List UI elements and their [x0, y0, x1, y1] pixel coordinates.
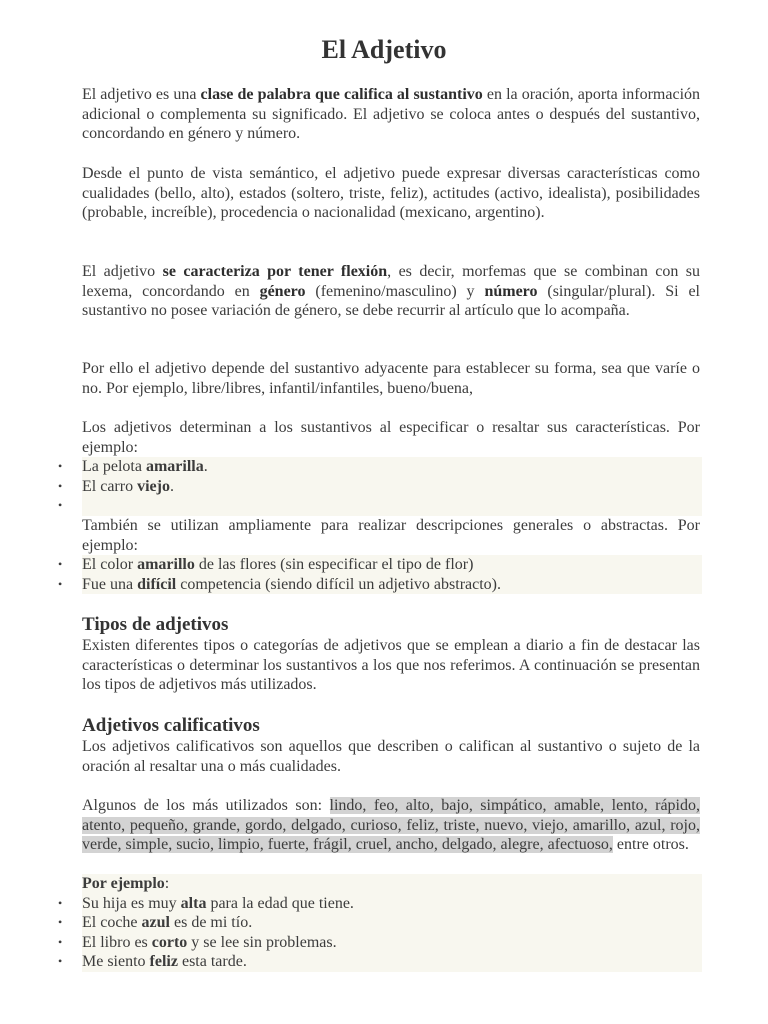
bullet-icon: •	[58, 478, 63, 493]
example-label: Por ejemplo:	[82, 875, 170, 892]
bullet-icon: •	[58, 557, 63, 571]
paragraph-flexion: El adjetivo se caracteriza por tener flexión, es decir, morfemas que se combinan con su lexema, concordando en género (femenino/masculino) y número (singular/plural). Si el sustantivo no posee variación de género, se debe recurrir al artículo que lo acompaña.	[82, 263, 700, 319]
bullet-icon: •	[58, 498, 63, 512]
list-item: • Me siento feliz esta tarde.	[58, 953, 247, 970]
list-item: • El carro viejo.	[58, 477, 174, 495]
paragraph-tipos: Existen diferentes tipos o categorías de adjetivos que se emplean a diario a fin de destacar las características o determinar los sustantivos a los que nos referimos. A continuación se presentan los tipos de adjetivos más utilizados.	[82, 637, 700, 693]
paragraph-determinan: Los adjetivos determinan a los sustantivos al especificar o resaltar sus características. Por ejemplo:	[82, 419, 700, 456]
bullet-icon: •	[58, 915, 63, 929]
bullet-icon: •	[58, 576, 63, 591]
bullet-icon: •	[58, 459, 63, 473]
page-title: El Adjetivo	[321, 35, 447, 64]
paragraph-definition: El adjetivo es una clase de palabra que califica al sustantivo en la oración, aporta información adicional o complementa su significado. El adjetivo se coloca antes o después del sustantivo, concordando en género y número.	[82, 86, 701, 142]
list-item: • El coche azul es de mi tío.	[58, 914, 253, 931]
list-item: • La pelota amarilla.	[58, 458, 208, 475]
list-item	[0, 496, 768, 516]
paragraph-dependency: Por ello el adjetivo depende del sustantivo adyacente para establecer su forma, sea que varíe o no. Por ejemplo, libre/libres, infantil/infantiles, bueno/buena,	[82, 360, 700, 397]
paragraph-calificativos: Los adjetivos calificativos son aquellos que describen o califican al sustantivo o sujeto de la oración al resaltar una o más cualidades.	[82, 738, 700, 775]
list-item: • Su hija es muy alta para la edad que tiene.	[58, 894, 354, 912]
bullet-icon: •	[58, 954, 63, 968]
list-item: • El color amarillo de las flores (sin especificar el tipo de flor)	[58, 556, 474, 573]
section-heading-tipos: Tipos de adjetivos	[82, 614, 229, 635]
highlighted-adjective-list: lindo, feo, alto, bajo, simpático, amable, lento, rápido, atento, pequeño, grande, gordo, delgado, curioso, feliz, triste, nuevo, viejo, amarillo, azul, rojo, verde, simple, sucio, limpio, fuerte, frágil, cruel, ancho, delgado, alegre, afectuoso,	[82, 797, 701, 853]
paragraph-abstractas: También se utilizan ampliamente para realizar descripciones generales o abstractas. Por ejemplo:	[82, 517, 700, 554]
paragraph-semantics: Desde el punto de vista semántico, el adjetivo puede expresar diversas características como cualidades (bello, alto), estados (soltero, triste, feliz), actitudes (activo, idealista), posibilidades (probable, increíble), procedencia o nacionalidad (mexicano, argentino).	[82, 165, 700, 221]
section-heading-calificativos: Adjetivos calificativos	[82, 715, 260, 736]
bullet-icon: •	[58, 895, 63, 910]
paragraph-ejemplos-lista: Algunos de los más utilizados son: lindo, feo, alto, bajo, simpático, amable, lento, rápido, atento, pequeño, grande, gordo, delgado, curioso, feliz, triste, nuevo, viejo, amarillo, azul, rojo, verde, simple, sucio, limpio, fuerte, frágil, cruel, ancho, delgado, alegre, afectuoso, entre otros.	[82, 797, 701, 853]
bullet-icon: •	[58, 934, 63, 949]
list-item: • Fue una difícil competencia (siendo difícil un adjetivo abstracto).	[58, 575, 501, 593]
list-item: • El libro es corto y se lee sin problemas.	[58, 933, 337, 951]
